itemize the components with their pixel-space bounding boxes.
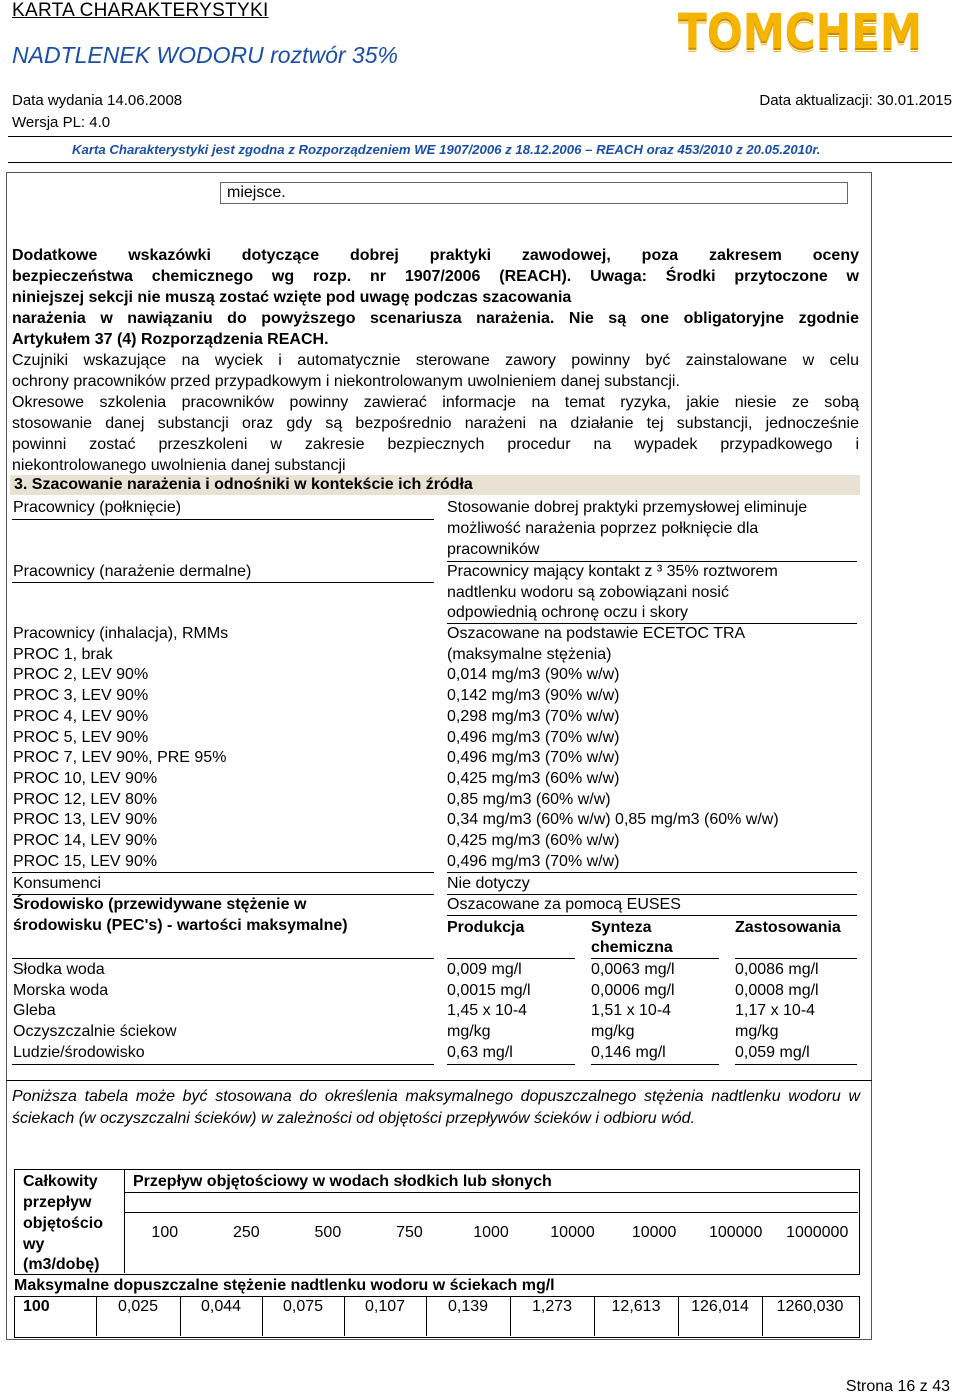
issue-date: Data wydania 14.06.2008 bbox=[12, 92, 183, 109]
swallow-value-1: Stosowanie dobrej praktyki przemysłowej eliminuje bbox=[447, 499, 808, 516]
p3-line1: Okresowe szkolenia pracowników powinny zawierać informacje na temat ryzyka, jakie niesie ze sobą bbox=[12, 394, 859, 411]
env-use-value: 1,17 x 10-4 bbox=[735, 1002, 816, 1020]
p3-line2: stosowanie danej substancji oraz gdy są bezpośrednio narażeni na działanie tej substancji, jednocześnie bbox=[12, 415, 859, 432]
p3-line3: powinni zostać przeszkoleni w zakresie bezpiecznych procedur na wypadek przypadkowego i bbox=[12, 436, 859, 453]
flow-value-cell: 1000 bbox=[473, 1224, 509, 1241]
flow-value-cell: 750 bbox=[396, 1224, 423, 1241]
consumers-value: Nie dotyczy bbox=[447, 875, 530, 892]
corner-label-5: (m3/dobę) bbox=[23, 1256, 100, 1273]
row-divider bbox=[735, 958, 857, 959]
inhalation-label: PROC 15, LEV 90% bbox=[13, 852, 158, 870]
document-type: KARTA CHARAKTERYSTYKI bbox=[12, 0, 269, 21]
env-row-label: Słodka woda bbox=[13, 961, 105, 978]
max-cell-divider bbox=[510, 1296, 511, 1336]
env-row-label: Gleba bbox=[13, 1002, 56, 1020]
max-value-cell: 0,044 bbox=[200, 1298, 242, 1315]
env-production-value: mg/kg bbox=[447, 1023, 491, 1041]
env-production-value: 0,0015 mg/l bbox=[447, 981, 531, 999]
inhalation-value: (maksymalne stężenia) bbox=[447, 645, 612, 663]
inhalation-label: PROC 10, LEV 90% bbox=[13, 769, 158, 787]
row-divider bbox=[12, 582, 434, 583]
env-use-value: mg/kg bbox=[735, 1023, 779, 1041]
inhalation-value: Oszacowane na podstawie ECETOC TRA bbox=[447, 625, 746, 642]
p2-line2: ochrony pracowników przed przypadkowym i niekontrolowanym uwolnieniem danej substancji. bbox=[12, 373, 680, 390]
flow-table-divider-v bbox=[124, 1169, 125, 1273]
flow-value-cell: 100 bbox=[151, 1224, 179, 1241]
corner-label-2: przepływ bbox=[23, 1194, 92, 1211]
max-cell-divider bbox=[762, 1296, 763, 1336]
update-date: Data aktualizacji: 30.01.2015 bbox=[759, 92, 952, 109]
flow-value-cell: 250 bbox=[232, 1224, 260, 1241]
version: Wersja PL: 4.0 bbox=[12, 114, 111, 131]
env-use-value: 0,0008 mg/l bbox=[735, 981, 819, 999]
env-row-label: Morska woda bbox=[13, 981, 109, 999]
p2-line1: Czujniki wskazujące na wyciek i automatycznie sterowane zawory powinny być zainstalowane w celu bbox=[12, 352, 859, 369]
inhalation-label: PROC 12, LEV 80% bbox=[13, 790, 158, 808]
p1-line1: Dodatkowe wskazówki dotyczące dobrej praktyki zawodowej, poza zakresem oceny bbox=[12, 247, 859, 264]
env-header-use: Zastosowania bbox=[735, 919, 841, 936]
env-row-label: Oczyszczalnie ściekow bbox=[13, 1023, 177, 1041]
p1-line5: Artykułem 37 (4) Rozporządzenia REACH. bbox=[12, 331, 329, 348]
inhalation-value: 0,425 mg/m3 (60% w/w) bbox=[447, 832, 620, 849]
header-divider-2 bbox=[8, 162, 952, 163]
swallow-value-2: możliwość narażenia poprzez połknięcie dla bbox=[447, 520, 759, 537]
page-number: Strona 16 z 43 bbox=[845, 1378, 950, 1395]
inhalation-label: PROC 14, LEV 90% bbox=[13, 832, 158, 849]
max-value-cell: 126,014 bbox=[691, 1298, 749, 1315]
inhalation-value: 0,425 mg/m3 (60% w/w) bbox=[447, 769, 620, 787]
flow-value-cell: 100000 bbox=[708, 1224, 763, 1241]
inhalation-value: 0,014 mg/m3 (90% w/w) bbox=[447, 666, 620, 684]
flow-header: Przepływ objętościowy w wodach słodkich lub słonych bbox=[133, 1173, 552, 1190]
corner-label-4: wy bbox=[23, 1236, 45, 1253]
max-cell-divider bbox=[344, 1296, 345, 1336]
max-value-cell: 0,107 bbox=[364, 1298, 406, 1315]
logo-text: TOMCHEM bbox=[678, 4, 922, 60]
env-header-synthesis-1: Synteza bbox=[591, 919, 652, 936]
row-divider bbox=[447, 915, 857, 916]
corner-label-1: Całkowity bbox=[23, 1173, 98, 1190]
env-synthesis-value: 0,0006 mg/l bbox=[591, 981, 675, 999]
inhalation-value: 0,142 mg/m3 (90% w/w) bbox=[447, 687, 620, 705]
inhalation-value: 0,34 mg/m3 (60% w/w) 0,85 mg/m3 (60% w/w) bbox=[447, 811, 779, 829]
dermal-value-2: nadtlenku wodoru są zobowiązani nosić bbox=[447, 584, 729, 601]
flow-value-cell: 10000 bbox=[550, 1224, 595, 1241]
section3-title: 3. Szacowanie narażenia i odnośniki w kontekście ich źródła bbox=[14, 476, 473, 493]
p3-line4: niekontrolowanego uwolnienia danej substancji bbox=[12, 457, 346, 474]
inhalation-label: Pracownicy (inhalacja), RMMs bbox=[13, 625, 229, 642]
row-divider bbox=[12, 519, 434, 520]
dilution-note: Poniższa tabela może być stosowana do określenia maksymalnego dopuszczalnego stężenia nadtlenku wodoru w ściekach (w oczyszczalni ścieków) w zależności od objętości przepływów ścieków i odbioru wód. bbox=[12, 1088, 860, 1127]
max-label: Maksymalne dopuszczalne stężenie nadtlenku wodoru w ściekach mg/l bbox=[14, 1277, 555, 1294]
row-divider bbox=[591, 958, 719, 959]
p1-line3: niniejszej sekcji nie muszą zostać wzięte pod uwagę podczas szacowania bbox=[12, 289, 572, 306]
regulation-note: Karta Charakterystyki jest zgodna z Rozporządzeniem WE 1907/2006 z 18.12.2006 – REACH oraz 453/2010 z 20.05.2010r. bbox=[72, 142, 821, 157]
env-header-synthesis-2: chemiczna bbox=[591, 939, 673, 956]
max-value-cell: 12,613 bbox=[611, 1298, 661, 1315]
inhalation-value: 0,496 mg/m3 (70% w/w) bbox=[447, 728, 620, 746]
header-divider bbox=[8, 136, 952, 137]
env-label-1: Środowisko (przewidywane stężenie w bbox=[13, 896, 307, 913]
inhalation-label: PROC 4, LEV 90% bbox=[13, 707, 149, 725]
miejsce-cell: miejsce. bbox=[220, 182, 848, 204]
p1-line2: bezpieczeństwa chemicznego wg rozp. nr 1907/2006 (REACH). Uwaga: Środki przytoczone w bbox=[12, 268, 859, 285]
corner-label-3: objętościo bbox=[23, 1215, 104, 1232]
row-divider bbox=[447, 1064, 575, 1065]
flow-value-cell: 500 bbox=[314, 1224, 342, 1241]
inhalation-value: 0,496 mg/m3 (70% w/w) bbox=[447, 749, 620, 767]
company-logo bbox=[668, 2, 922, 76]
inhalation-label: PROC 1, brak bbox=[13, 645, 113, 663]
max-value-cell: 0,075 bbox=[282, 1298, 324, 1315]
max-first-cell: 100 bbox=[23, 1298, 50, 1315]
product-name: NADTLENEK WODORU roztwór 35% bbox=[12, 42, 398, 68]
p1-line4: narażenia w nawiązaniu do powyższego scenariusza narażenia. Nie są one obligatoryjne zgodnie bbox=[12, 310, 859, 327]
env-label-2: środowisku (PEC's) - wartości maksymalne) bbox=[13, 917, 348, 934]
dermal-label: Pracownicy (narażenie dermalne) bbox=[13, 563, 252, 580]
row-divider bbox=[735, 1064, 857, 1065]
env-production-value: 0,63 mg/l bbox=[447, 1043, 513, 1061]
inhalation-label: PROC 13, LEV 90% bbox=[13, 811, 158, 829]
row-divider bbox=[447, 872, 857, 873]
max-cell-divider bbox=[180, 1296, 181, 1336]
max-value-cell: 1,273 bbox=[531, 1298, 573, 1315]
inhalation-label: PROC 2, LEV 90% bbox=[13, 666, 149, 684]
section-divider bbox=[6, 1080, 872, 1081]
max-value-cell: 0,025 bbox=[117, 1298, 159, 1315]
env-row-label: Ludzie/środowisko bbox=[13, 1043, 145, 1061]
max-value-cell: 0,139 bbox=[447, 1298, 489, 1315]
env-synthesis-value: mg/kg bbox=[591, 1023, 635, 1041]
row-divider bbox=[12, 872, 434, 873]
env-synthesis-value: 0,0063 mg/l bbox=[591, 961, 675, 978]
inhalation-label: PROC 5, LEV 90% bbox=[13, 728, 149, 746]
env-use-value: 0,059 mg/l bbox=[735, 1043, 810, 1061]
inhalation-label: PROC 3, LEV 90% bbox=[13, 687, 149, 705]
max-cell-divider bbox=[678, 1296, 679, 1336]
inhalation-value: 0,298 mg/m3 (70% w/w) bbox=[447, 707, 620, 725]
inhalation-label: PROC 7, LEV 90%, PRE 95% bbox=[13, 749, 227, 767]
inhalation-value: 0,496 mg/m3 (70% w/w) bbox=[447, 852, 620, 870]
env-method: Oszacowane za pomocą EUSES bbox=[447, 896, 681, 913]
env-production-value: 1,45 x 10-4 bbox=[447, 1002, 528, 1020]
swallow-label: Pracownicy (połknięcie) bbox=[13, 499, 182, 516]
max-cell-divider bbox=[96, 1296, 97, 1336]
env-header-production: Produkcja bbox=[447, 919, 525, 936]
flow-table-divider-h2 bbox=[124, 1212, 858, 1213]
flow-value-cell: 1000000 bbox=[786, 1224, 849, 1241]
env-production-value: 0,009 mg/l bbox=[447, 961, 522, 978]
env-synthesis-value: 1,51 x 10-4 bbox=[591, 1002, 672, 1020]
inhalation-value: 0,85 mg/m3 (60% w/w) bbox=[447, 790, 611, 808]
max-cell-divider bbox=[262, 1296, 263, 1336]
env-use-value: 0,0086 mg/l bbox=[735, 961, 819, 978]
dermal-value-3: odpowiednią ochronę oczu i skory bbox=[447, 604, 689, 621]
row-divider bbox=[447, 958, 575, 959]
max-cell-divider bbox=[594, 1296, 595, 1336]
row-divider bbox=[12, 958, 434, 959]
row-divider bbox=[12, 1064, 434, 1065]
flow-value-cell: 10000 bbox=[631, 1224, 677, 1241]
swallow-value-3: pracowników bbox=[447, 541, 540, 558]
max-value-cell: 1260,030 bbox=[776, 1298, 844, 1315]
consumers-label: Konsumenci bbox=[13, 875, 102, 892]
row-divider bbox=[591, 1064, 719, 1065]
env-synthesis-value: 0,146 mg/l bbox=[591, 1043, 666, 1061]
max-cell-divider bbox=[426, 1296, 427, 1336]
dermal-value-1: Pracownicy mający kontakt z ³ 35% roztworem bbox=[447, 563, 778, 580]
